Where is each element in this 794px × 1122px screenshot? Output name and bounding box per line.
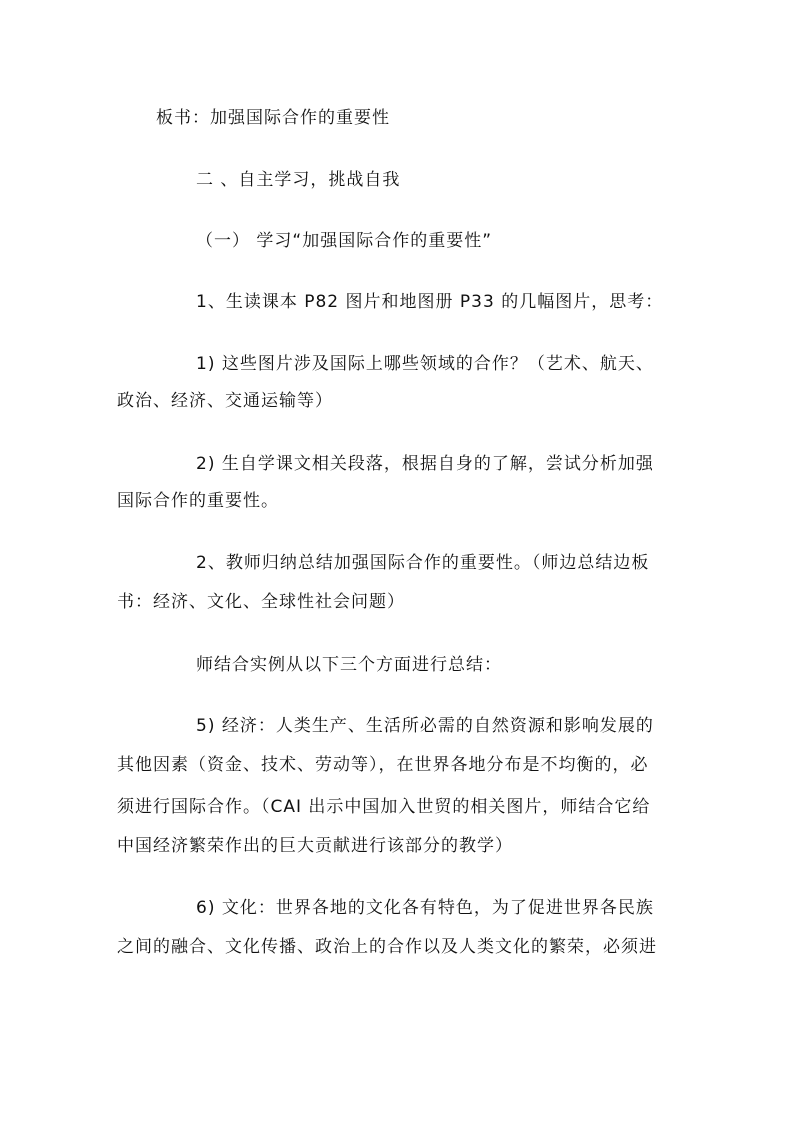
economy-line-3: 须进行国际合作。（CAI 出示中国加入世贸的相关图片，师结合它给 xyxy=(117,797,651,817)
item-2-line-1: 2、教师归纳总结加强国际合作的重要性。（师边总结边板 xyxy=(196,553,650,573)
summary-intro: 师结合实例从以下三个方面进行总结： xyxy=(196,655,502,675)
economy-line-2: 其他因素（资金、技术、劳动等），在世界各地分布是不均衡的，必 xyxy=(117,755,649,775)
question-1-line-2: 政治、经济、交通运输等） xyxy=(117,391,333,411)
question-2-line-2: 国际合作的重要性。 xyxy=(117,491,279,511)
question-1-line-1: 1) 这些图片涉及国际上哪些领域的合作？（艺术、航天、 xyxy=(196,354,654,374)
economy-line-4: 中国经济繁荣作出的巨大贡献进行该部分的教学） xyxy=(117,836,513,856)
item-1: 1、生读课本 P82 图片和地图册 P33 的几幅图片，思考： xyxy=(196,292,664,312)
question-2-line-1: 2) 生自学课文相关段落，根据自身的了解，尝试分析加强 xyxy=(196,454,654,474)
board-note: 板书：加强国际合作的重要性 xyxy=(156,108,390,128)
culture-line-1: 6) 文化：世界各地的文化各有特色，为了促进世界各民族 xyxy=(196,898,654,918)
culture-line-2: 之间的融合、文化传播、政治上的合作以及人类文化的繁荣，必须进 xyxy=(117,937,657,957)
subsection-one-title: （一） 学习“加强国际合作的重要性” xyxy=(196,231,493,251)
economy-line-1: 5) 经济：人类生产、生活所必需的自然资源和影响发展的 xyxy=(196,716,654,736)
item-2-line-2: 书：经济、文化、全球性社会问题） xyxy=(117,592,405,612)
section-two-title: 二 、自主学习，挑战自我 xyxy=(196,170,401,190)
